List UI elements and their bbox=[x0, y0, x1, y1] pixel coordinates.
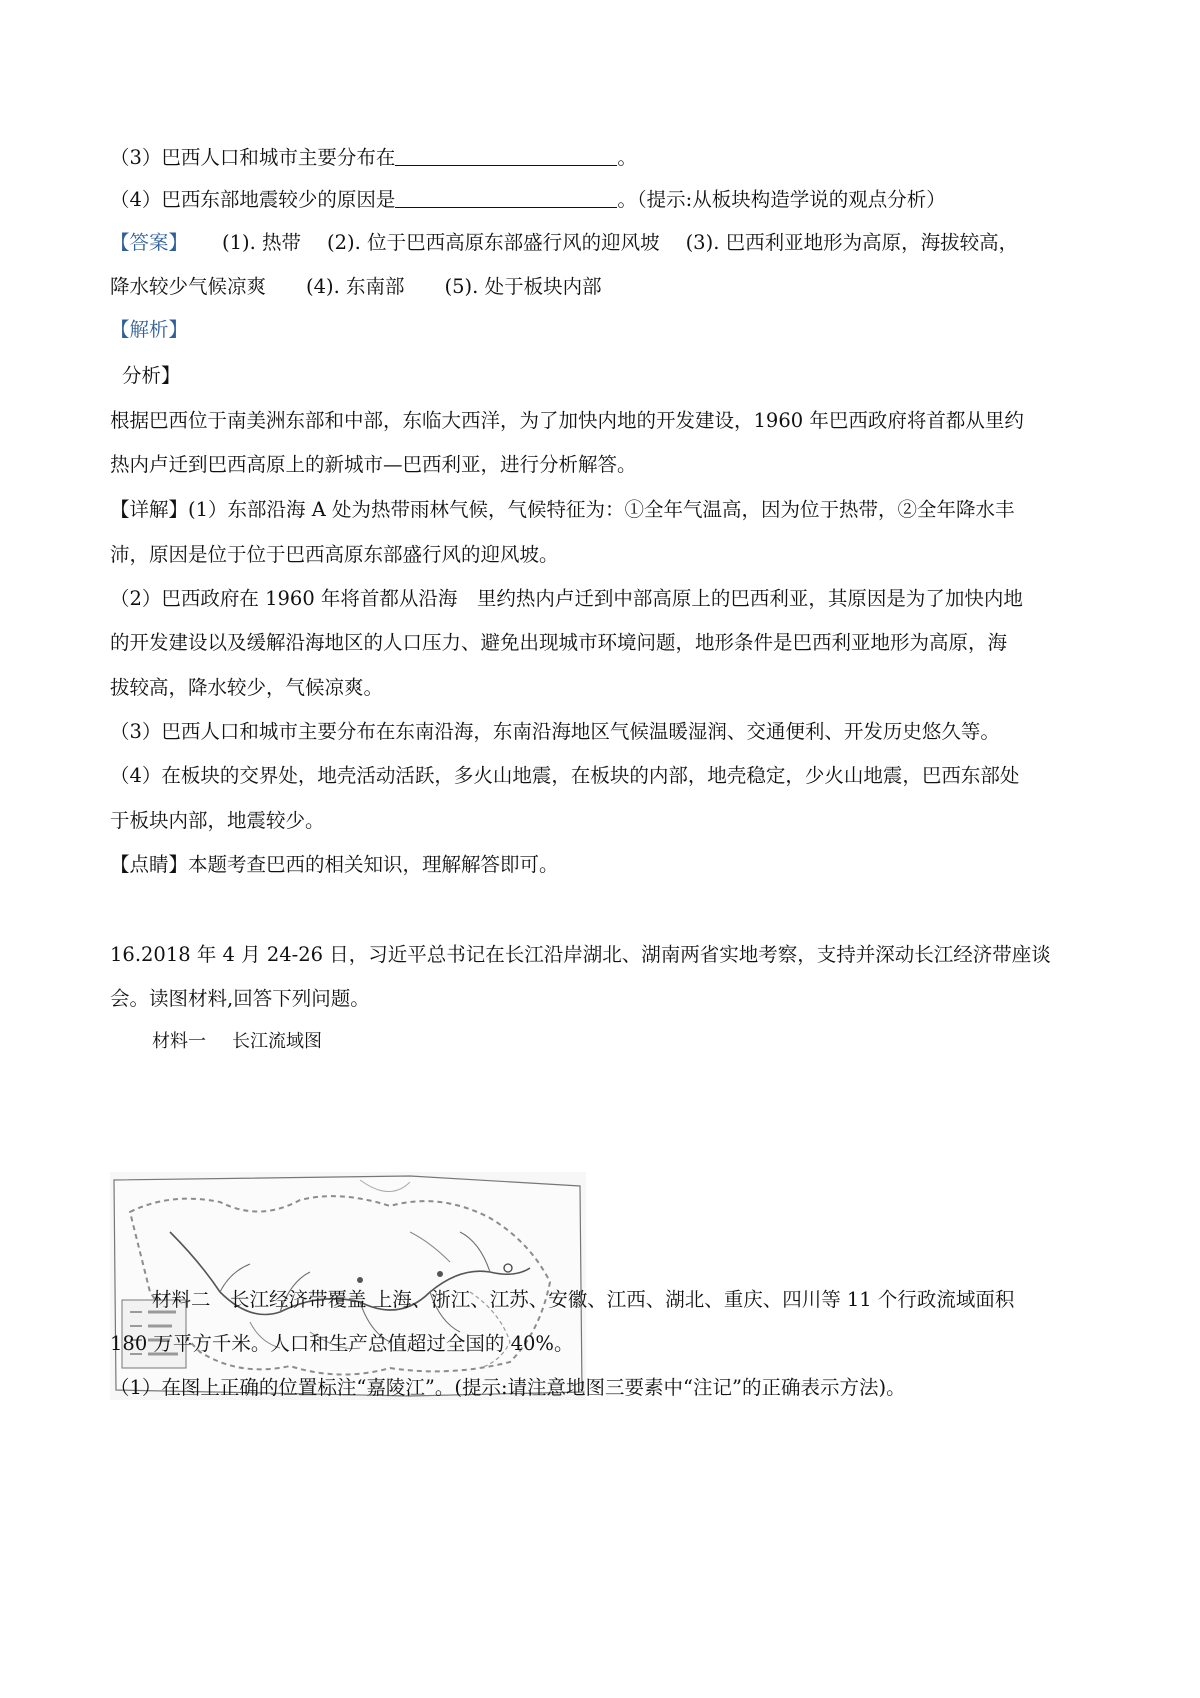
detail3-line-1: （3）巴西人口和城市主要分布在东南沿海，东南沿海地区气候温暖湿润、交通便利、开发历史悠久等。 bbox=[110, 720, 1000, 743]
q15-part4-question: （4）巴西东部地震较少的原因是 。（提示:从板块构造学说的观点分析） bbox=[110, 188, 946, 211]
detail-line-1: 【详解】(1）东部沿海 A 处为热带雨林气候，气候特征为：①全年气温高，因为位于热带，②全年降水丰 bbox=[110, 498, 1015, 521]
answer-line-1 bbox=[110, 229, 1100, 257]
q16-stem-line-1: 16.2018 年 4 月 24-26 日，习近平总书记在长江沿岸湖北、湖南两省实地考察，支持并深动长江经济带座谈 bbox=[110, 943, 1051, 966]
answer-item-3: (3). 巴西利亚地形为高原，海拔较高， bbox=[685, 231, 1019, 254]
fenxi-line-2: 热内卢迁到巴西高原上的新城市—巴西利亚，进行分析解答。 bbox=[110, 453, 637, 476]
material1-title: 材料一 长江流域图 bbox=[152, 1031, 322, 1052]
detail4-line-2: 于板块内部，地震较少。 bbox=[110, 809, 325, 832]
answer-line-2 bbox=[110, 273, 1100, 301]
detail2-line-2: 的开发建设以及缓解沿海地区的人口压力、避免出现城市环境问题，地形条件是巴西利亚地形为高原，海 bbox=[110, 631, 1008, 654]
answer-item-5: (5). 处于板块内部 bbox=[444, 275, 602, 298]
q16-stem-line-2: 会。读图材料,回答下列问题。 bbox=[110, 987, 370, 1010]
dianjing-note: 【点睛】本题考查巴西的相关知识，理解解答即可。 bbox=[110, 853, 559, 876]
detail4-line-1: （4）在板块的交界处，地壳活动活跃，多火山地震，在板块的内部，地壳稳定，少火山地震，巴西东部处 bbox=[110, 764, 1020, 787]
material2-line-2: 180 万平方千米。人口和生产总值超过全国的 40%。 bbox=[110, 1332, 574, 1355]
material2-line-1: 材料二 长江经济带覆盖 上海、浙江、江苏、安徽、江西、湖北、重庆、四川等 11 个行政流域面积 bbox=[152, 1288, 1015, 1311]
answer-tag: 【答案】 bbox=[110, 231, 189, 254]
answer-item-3-cont: 降水较少气候凉爽 bbox=[110, 275, 267, 298]
detail-line-2: 沛，原因是位于位于巴西高原东部盛行风的迎风坡。 bbox=[110, 543, 559, 566]
answer-blank-4[interactable] bbox=[395, 187, 617, 208]
q15-part3-question: （3）巴西人口和城市主要分布在 。 bbox=[110, 146, 637, 169]
analysis-tag: 【解析】 bbox=[110, 318, 189, 341]
q16-sub1: （1）在图上正确的位置标注“嘉陵江”。(提示:请注意地图三要素中“注记”的正确表示方法)。 bbox=[110, 1376, 906, 1399]
answer-item-1: (1). 热带 bbox=[222, 231, 302, 254]
fenxi-label: 分析】 bbox=[122, 364, 181, 387]
detail2-line-1: （2）巴西政府在 1960 年将首都从沿海 里约热内卢迁到中部高原上的巴西利亚，其原因是为了加快内地 bbox=[110, 587, 1023, 610]
fenxi-line-1: 根据巴西位于南美洲东部和中部，东临大西洋，为了加快内地的开发建设，1960 年巴西政府将首都从里约 bbox=[110, 409, 1024, 432]
answer-blank-3[interactable] bbox=[395, 145, 617, 166]
answer-item-2: (2). 位于巴西高原东部盛行风的迎风坡 bbox=[327, 231, 660, 254]
detail2-line-3: 拔较高，降水较少，气候凉爽。 bbox=[110, 676, 384, 699]
answer-item-4: (4). 东南部 bbox=[306, 275, 405, 298]
